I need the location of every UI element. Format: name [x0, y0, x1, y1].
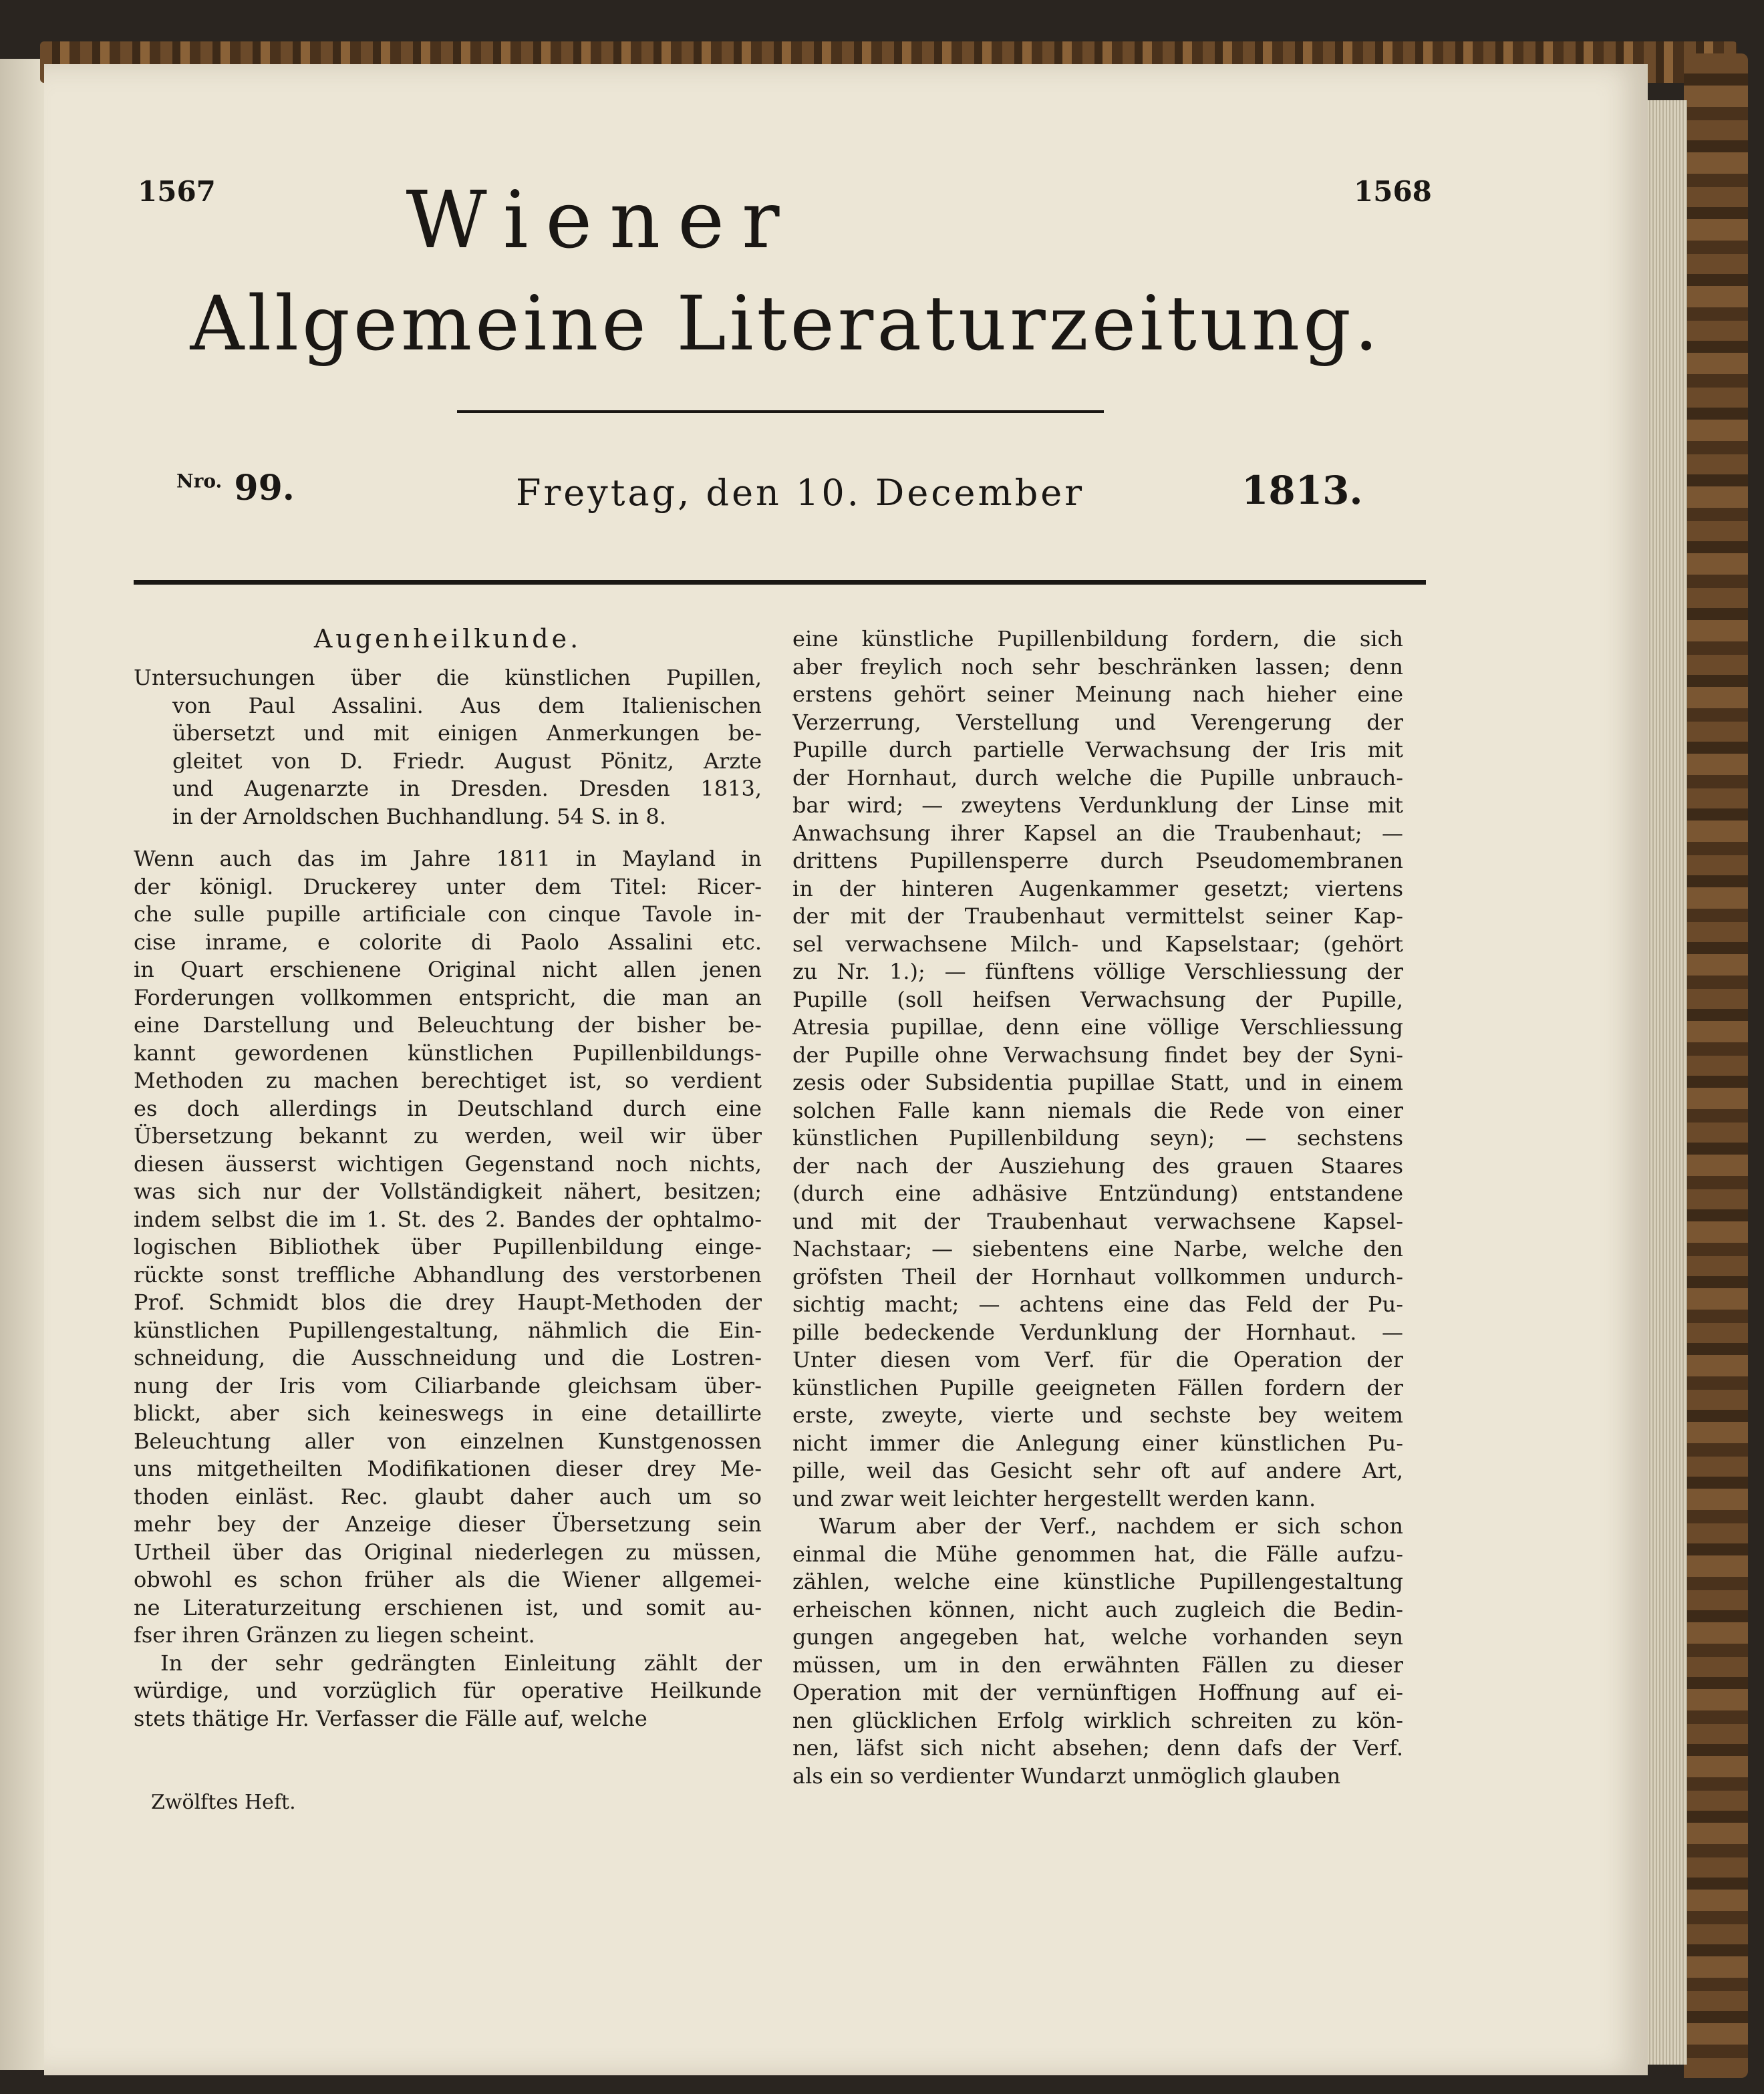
text-line: Beleuchtung aller von einzelnen Kunstgenossen: [134, 1428, 762, 1454]
text-line: Anwachsung ihrer Kapsel an die Traubenhaut; —: [792, 820, 1403, 846]
text-line: nicht immer die Anlegung einer künstlichen Pu-: [792, 1430, 1403, 1456]
text-line: der nach der Ausziehung des grauen Staares: [792, 1153, 1403, 1179]
text-line: gungen angegeben hat, welche vorhanden seyn: [792, 1624, 1403, 1650]
text-line: erstens gehört seiner Meinung nach hieher eine: [792, 682, 1403, 707]
issue-label: Nro.: [176, 470, 223, 492]
text-line: Warum aber der Verf., nachdem er sich schon: [819, 1513, 1403, 1539]
page-number-right: 1568: [1354, 175, 1432, 208]
text-line: bar wird; — zweytens Verdunklung der Linse mit: [792, 792, 1403, 818]
text-line: in der hinteren Augenkammer gesetzt; viertens: [792, 875, 1403, 901]
text-line: Atresia pupillae, denn eine völlige Verschliessung: [792, 1014, 1403, 1040]
text-line: in Quart erschienene Original nicht allen jenen: [134, 957, 762, 982]
signature-mark: Zwölftes Heft.: [151, 1791, 296, 1814]
text-line: drittens Pupillensperre durch Pseudomembranen: [792, 848, 1403, 873]
left-paragraph-2: [134, 1650, 762, 1733]
left-paragraph-1: [134, 845, 762, 1650]
text-line: müssen, um in den erwähnten Fällen zu dieser: [792, 1652, 1403, 1678]
text-line: in der Arnoldschen Buchhandlung. 54 S. in 8.: [172, 803, 666, 829]
text-line: eine Darstellung und Beleuchtung der bisher be-: [134, 1012, 762, 1038]
text-line: Pupille durch partielle Verwachsung der Iris mit: [792, 737, 1403, 762]
book-cover-side: [1684, 53, 1748, 2078]
text-line: Methoden zu machen berechtiget ist, so verdient: [134, 1068, 762, 1093]
text-line: pille, weil das Gesicht sehr oft auf andere Art,: [792, 1458, 1403, 1483]
issue-year: 1813.: [1241, 468, 1363, 513]
text-line: rückte sonst treffliche Abhandlung des verstorbenen: [134, 1261, 762, 1288]
text-line: nung der Iris vom Ciliarbande gleichsam über-: [134, 1372, 762, 1398]
text-line: der mit der Traubenhaut vermittelst seiner Kap-: [792, 903, 1403, 929]
text-line: blickt, aber sich keineswegs in eine detaillirte: [134, 1400, 762, 1426]
text-line: Verzerrung, Verstellung und Verengerung der: [792, 709, 1403, 735]
text-line: der Pupille ohne Verwachsung findet bey der Syni-: [792, 1042, 1403, 1068]
text-line: Unter diesen vom Verf. für die Operation der: [792, 1347, 1403, 1372]
text-line: einmal die Mühe genommen hat, die Fälle aufzu-: [792, 1541, 1403, 1567]
text-line: künstlichen Pupillengestaltung, nähmlich die Ein-: [134, 1317, 762, 1343]
text-line: solchen Falle kann niemals die Rede von einer: [792, 1097, 1403, 1123]
text-line: sichtig macht; — achtens eine das Feld der Pu-: [792, 1292, 1403, 1317]
text-line: gröfsten Theil der Hornhaut vollkommen undurch-: [792, 1263, 1403, 1290]
text-line: übersetzt und mit einigen Anmerkungen be-: [172, 720, 762, 746]
text-line: der Hornhaut, durch welche die Pupille unbrauch-: [792, 764, 1403, 790]
masthead-rule: [457, 410, 1104, 413]
issue-number: [176, 468, 295, 508]
text-line: schneidung, die Ausschneidung und die Lostren-: [134, 1345, 762, 1370]
right-paragraph-1: [792, 625, 1403, 1513]
text-line: als ein so verdienter Wundarzt unmöglich glauben: [792, 1763, 1341, 1789]
right-paragraph-2: [792, 1513, 1403, 1790]
text-line: Forderungen vollkommen entspricht, die man an: [134, 984, 762, 1010]
text-line: kannt gewordenen künstlichen Pupillenbildungs-: [134, 1040, 762, 1066]
text-line: und mit der Traubenhaut verwachsene Kapsel-: [792, 1208, 1403, 1234]
text-line: gleitet von D. Friedr. August Pönitz, Arzte: [172, 748, 762, 774]
masthead-line1: Wiener: [406, 174, 797, 266]
text-line: Untersuchungen über die künstlichen Pupillen,: [134, 665, 762, 690]
text-line: erste, zweyte, vierte und sechste bey weitem: [792, 1402, 1403, 1428]
text-line: Operation mit der vernünftigen Hoffnung auf ei-: [792, 1680, 1403, 1705]
right-column: [792, 625, 1403, 1790]
text-line: zählen, welche eine künstliche Pupillengestaltung: [792, 1569, 1403, 1594]
text-line: aber freylich noch sehr beschränken lassen; denn: [792, 653, 1403, 680]
issue-info: [176, 468, 1396, 521]
masthead-line2: Allgemeine Literaturzeitung.: [190, 281, 1382, 367]
text-line: sel verwachsene Milch- und Kapselstaar; (gehört: [792, 931, 1403, 957]
text-line: was sich nur der Vollständigkeit nähert, besitzen;: [134, 1179, 762, 1204]
text-line: uns mitgetheilten Modifikationen dieser drey Me-: [134, 1456, 762, 1481]
text-line: In der sehr gedrängten Einleitung zählt der: [160, 1650, 762, 1676]
page-number-left: 1567: [138, 175, 216, 208]
text-line: ne Literaturzeitung erschienen ist, und somit au-: [134, 1594, 762, 1620]
text-line: Urtheil über das Original niederlegen zu müssen,: [134, 1539, 762, 1565]
text-line: würdige, und vorzüglich für operative Heilkunde: [134, 1678, 762, 1703]
text-line: (durch eine adhäsive Entzündung) entstandene: [792, 1181, 1403, 1206]
text-line: nen, läfst sich nicht absehen; denn dafs der Verf.: [792, 1735, 1403, 1761]
text-line: und zwar weit leichter hergestellt werden kann.: [792, 1485, 1316, 1511]
text-line: künstlichen Pupillenbildung seyn); — sechstens: [792, 1125, 1403, 1151]
text-line: zesis oder Subsidentia pupillae Statt, und in einem: [792, 1070, 1403, 1095]
text-line: cise inrame, e colorite di Paolo Assalini etc.: [134, 929, 762, 955]
citation: [134, 664, 762, 831]
text-line: von Paul Assalini. Aus dem Italienischen: [172, 692, 762, 718]
text-line: Prof. Schmidt blos die drey Haupt-Methoden der: [134, 1290, 762, 1315]
text-line: und Augenarzte in Dresden. Dresden 1813,: [172, 776, 762, 801]
text-line: mehr bey der Anzeige dieser Übersetzung sein: [134, 1511, 762, 1537]
text-line: diesen äusserst wichtigen Gegenstand noch nichts,: [134, 1151, 762, 1177]
facing-page-edge: [0, 59, 47, 2070]
section-title: Augenheilkunde.: [313, 625, 582, 653]
issue-number-value: 99.: [234, 468, 295, 508]
text-line: stets thätige Hr. Verfasser die Fälle auf, welche: [134, 1705, 647, 1731]
text-line: logischen Bibliothek über Pupillenbildung einge-: [134, 1234, 762, 1259]
text-line: Pupille (soll heifsen Verwachsung der Pupille,: [792, 986, 1403, 1012]
text-line: Wenn auch das im Jahre 1811 in Mayland in: [134, 846, 762, 871]
text-line: Nachstaar; — siebentens eine Narbe, welche den: [792, 1236, 1403, 1261]
text-line: nen glücklichen Erfolg wirklich schreiten zu kön-: [792, 1707, 1403, 1733]
text-line: zu Nr. 1.); — fünftens völlige Verschliessung der: [792, 959, 1403, 984]
text-line: thoden einläst. Rec. glaubt daher auch um so: [134, 1483, 762, 1509]
text-line: es doch allerdings in Deutschland durch eine: [134, 1095, 762, 1121]
text-line: Übersetzung bekannt zu werden, weil wir über: [134, 1123, 762, 1149]
text-line: fser ihren Gränzen zu liegen scheint.: [134, 1622, 535, 1648]
text-line: der königl. Druckerey unter dem Titel: Ricer-: [134, 873, 762, 899]
text-line: che sulle pupille artificiale con cinque Tavole in-: [134, 901, 762, 927]
header-rule: [134, 580, 1426, 585]
issue-date: Freytag, den 10. December: [516, 472, 1085, 514]
text-line: künstlichen Pupille geeigneten Fällen fordern der: [792, 1374, 1403, 1400]
text-line: erheischen können, nicht auch zugleich die Bedin-: [792, 1596, 1403, 1622]
text-line: indem selbst die im 1. St. des 2. Bandes der ophtalmo-: [134, 1206, 762, 1232]
text-line: eine künstliche Pupillenbildung fordern, die sich: [792, 626, 1403, 651]
left-column: [134, 625, 762, 1733]
text-line: pille bedeckende Verdunklung der Hornhaut. —: [792, 1319, 1403, 1345]
text-line: obwohl es schon früher als die Wiener allgemei-: [134, 1567, 762, 1592]
